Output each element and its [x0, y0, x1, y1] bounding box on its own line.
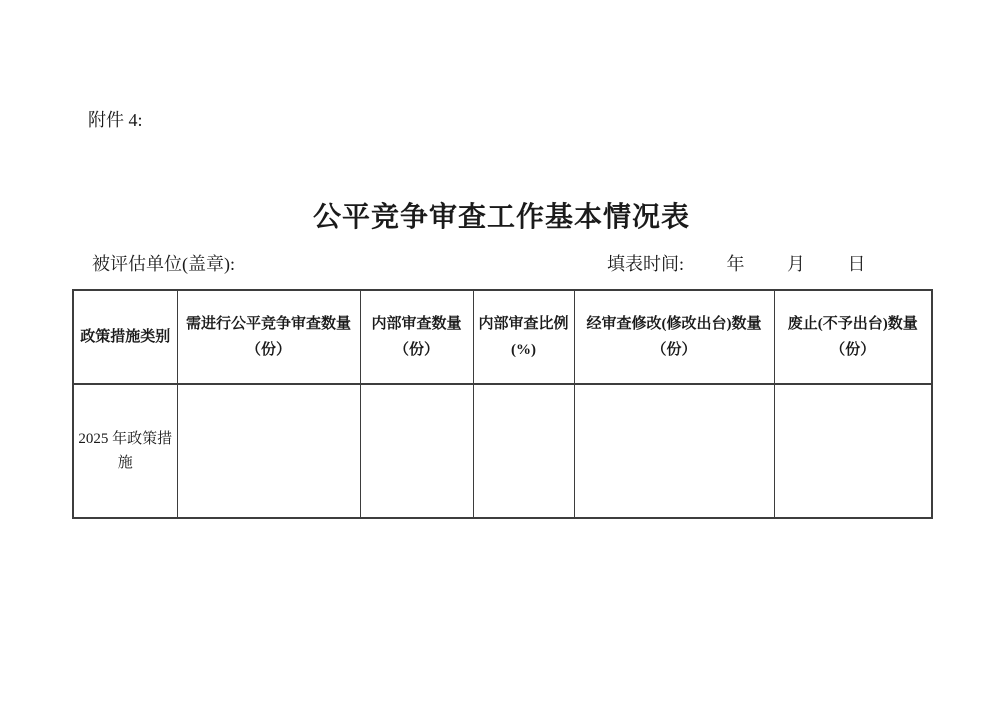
- year-label: 年: [726, 254, 745, 274]
- month-label: 月: [787, 254, 806, 274]
- header-text: 废止(不予出台)数量: [787, 316, 918, 332]
- header-unit: （份）: [830, 342, 876, 358]
- info-line: [72, 251, 931, 277]
- header-text: 需进行公平竞争审查数量: [185, 316, 351, 332]
- header-cell-policy-category: [73, 290, 177, 384]
- fill-time-label: 填表时间:: [607, 254, 685, 274]
- header-cell-repealed-count: [774, 290, 932, 384]
- fill-time-group: [607, 251, 866, 277]
- header-text: 经审查修改(修改出台)数量: [586, 316, 762, 332]
- table-row: [73, 384, 932, 518]
- header-text: 政策措施类别: [80, 329, 171, 345]
- header-cell-modified-after-review: [574, 290, 774, 384]
- header-unit: （份）: [245, 342, 291, 358]
- day-label: 日: [847, 254, 866, 274]
- row-value-cell: [360, 384, 473, 518]
- header-cell-reviews-required: [177, 290, 360, 384]
- header-text: 内部审查数量: [371, 316, 462, 332]
- header-cell-internal-review-ratio: [473, 290, 574, 384]
- row-value-cell: [774, 384, 932, 518]
- assessed-unit-label: 被评估单位(盖章):: [92, 254, 235, 274]
- header-cell-internal-review-count: [360, 290, 473, 384]
- attachment-label: 附件 4:: [88, 110, 143, 130]
- review-summary-table: [72, 289, 933, 519]
- table-header-row: [73, 290, 932, 384]
- header-unit: （份）: [651, 342, 697, 358]
- row-category-cell: 2025 年政策措施: [73, 384, 177, 518]
- row-value-cell: [574, 384, 774, 518]
- row-value-cell: [473, 384, 574, 518]
- header-unit: (%): [511, 342, 536, 358]
- header-text: 内部审查比例: [478, 316, 569, 332]
- header-unit: （份）: [393, 342, 439, 358]
- page-title: 公平竞争审查工作基本情况表: [312, 202, 690, 233]
- row-value-cell: [177, 384, 360, 518]
